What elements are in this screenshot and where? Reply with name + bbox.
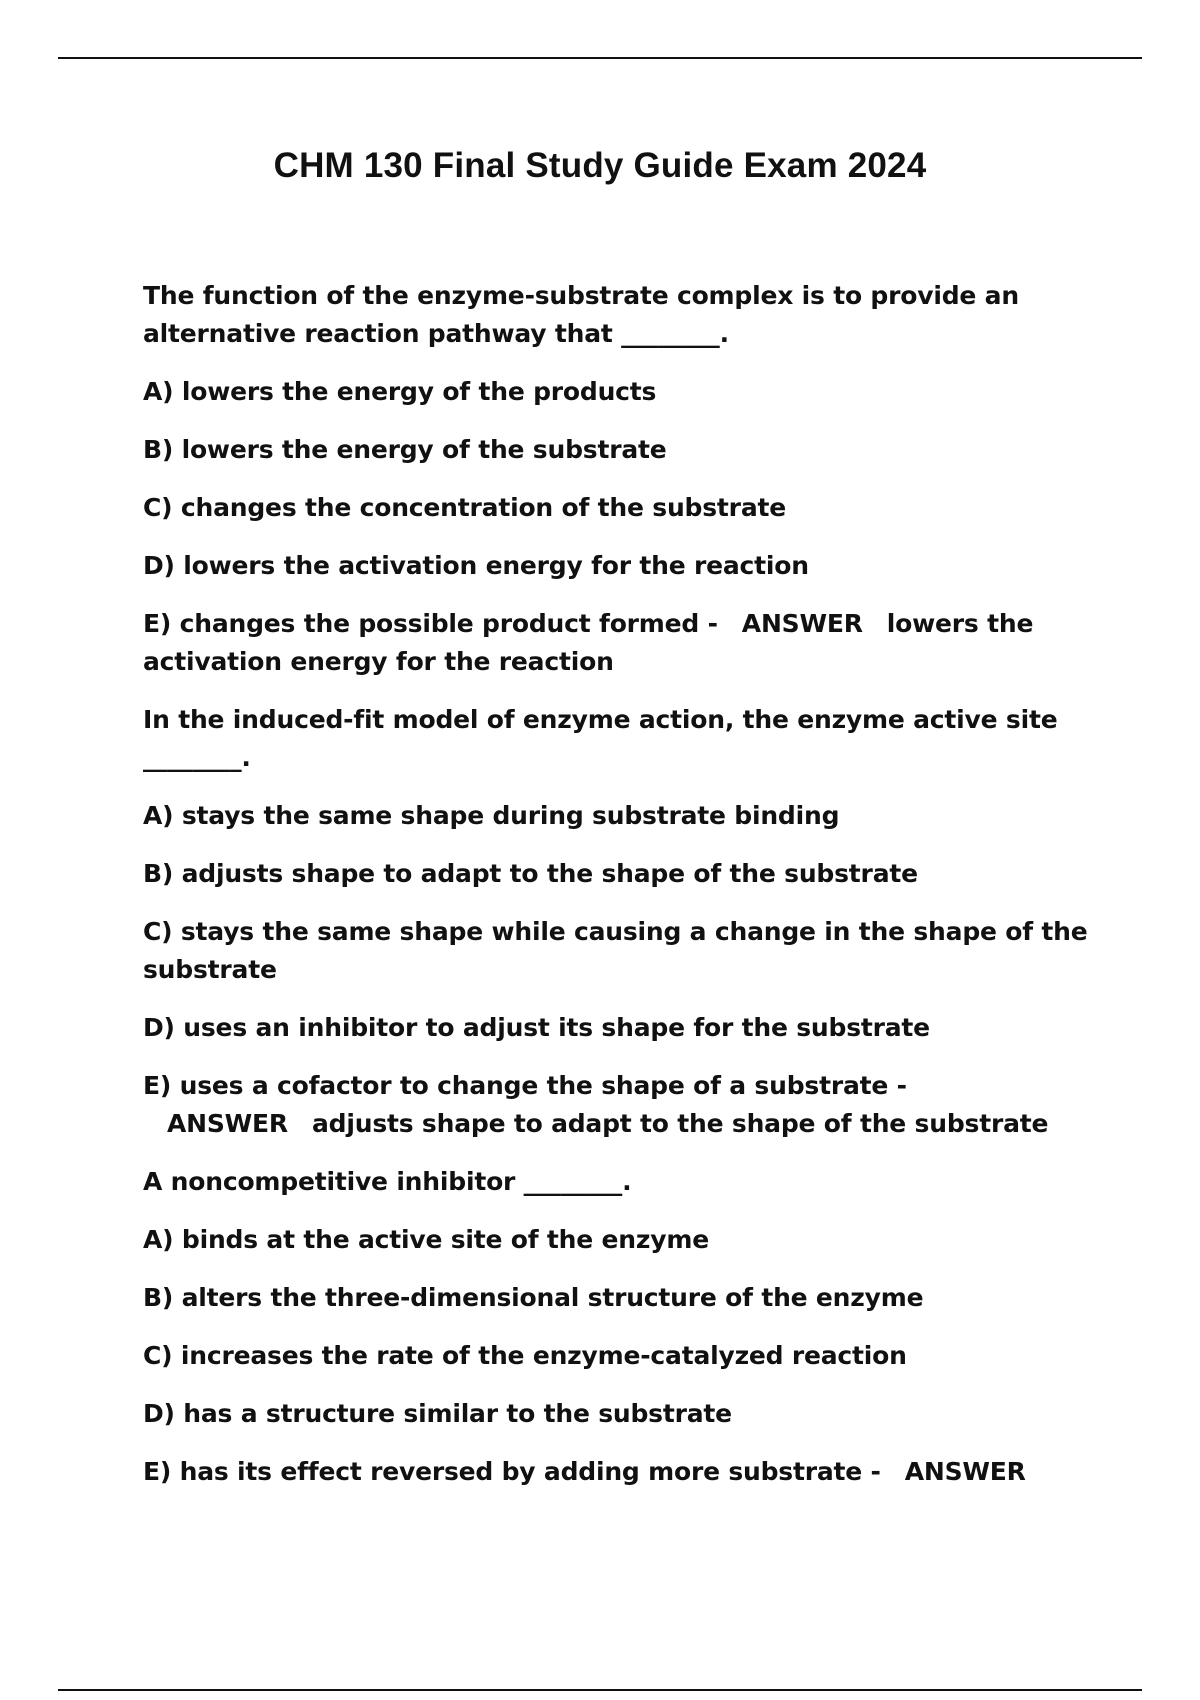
option-c: C) increases the rate of the enzyme-catalyzed reaction	[143, 1341, 907, 1370]
option-a: A) stays the same shape during substrate binding	[143, 801, 840, 830]
option-e: E) uses a cofactor to change the shape of a substrate -	[143, 1071, 907, 1100]
answer-text: adjusts shape to adapt to the shape of the substrate	[311, 1109, 1049, 1138]
option-c: C) stays the same shape while causing a change in the shape of the substrate	[143, 917, 1088, 984]
question-2	[143, 701, 1093, 1143]
option-e-with-answer	[143, 1067, 1093, 1143]
document-title: CHM 130 Final Study Guide Exam 2024	[273, 146, 927, 185]
option-d: D) uses an inhibitor to adjust its shape for the substrate	[143, 1013, 930, 1042]
option-e: E) changes the possible product formed -	[143, 609, 718, 638]
option-a: A) binds at the active site of the enzyme	[143, 1225, 709, 1254]
option-e: E) has its effect reversed by adding more substrate -	[143, 1457, 881, 1486]
answer-text: lowers the activation energy for the reaction	[143, 609, 1034, 676]
answer-label: ANSWER	[167, 1109, 288, 1138]
question-stem: The function of the enzyme-substrate complex is to provide an alternative reaction pathway that ________.	[143, 281, 1019, 348]
option-c: C) changes the concentration of the substrate	[143, 493, 786, 522]
question-1	[143, 277, 1093, 681]
option-d: D) lowers the activation energy for the reaction	[143, 551, 809, 580]
footer-rule	[58, 1689, 1142, 1691]
question-stem: A noncompetitive inhibitor ________.	[143, 1167, 632, 1196]
question-3	[143, 1163, 1093, 1491]
answer-label: ANSWER	[904, 1457, 1026, 1486]
header-rule	[58, 57, 1142, 59]
option-b: B) alters the three-dimensional structure of the enzyme	[143, 1283, 924, 1312]
option-b: B) adjusts shape to adapt to the shape of the substrate	[143, 859, 918, 888]
answer-label: ANSWER	[741, 609, 863, 638]
option-d: D) has a structure similar to the substrate	[143, 1399, 732, 1428]
document-body	[143, 277, 1093, 1511]
option-e-with-answer	[143, 1453, 1093, 1491]
option-e-with-answer	[143, 605, 1093, 681]
question-stem: In the induced-fit model of enzyme action, the enzyme active site ________.	[143, 705, 1058, 772]
option-a: A) lowers the energy of the products	[143, 377, 657, 406]
option-b: B) lowers the energy of the substrate	[143, 435, 667, 464]
